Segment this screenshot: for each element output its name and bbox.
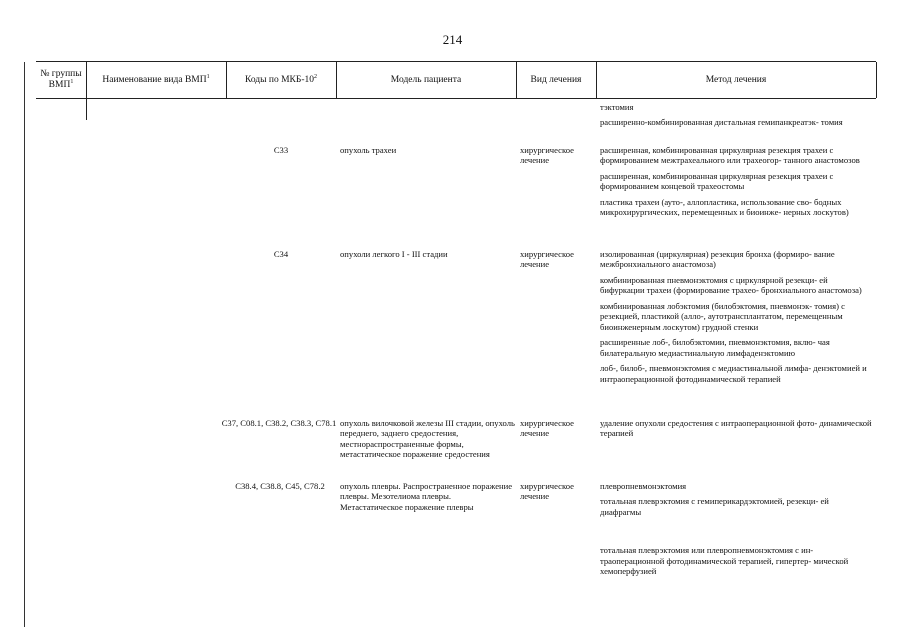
treatment-type-cell: хирургическое лечение <box>520 249 574 270</box>
method-item: комбинированная лобэктомия (билобэктомия, пневмонэк- томия) с резекцией, пластикой (алло-, аутотрансплантатом, перемещенным биоинженерным лоскутом) грудной стенки <box>600 300 845 332</box>
column-divider <box>336 62 337 98</box>
methods-cell <box>600 418 872 442</box>
methods-cell <box>600 145 872 221</box>
method-item: удаление опухоли средостения с интраоперационной фото- динамической терапией <box>600 418 872 439</box>
treatment-type-cell: хирургическое лечение <box>520 418 574 439</box>
icd-code-cell: C34 <box>273 249 289 259</box>
header-vmp-name-sup: 1 <box>206 73 210 80</box>
header-group-no <box>36 62 86 98</box>
methods-cell <box>600 481 872 580</box>
column-divider-left-body <box>86 98 87 120</box>
patient-model-cell: опухоли легкого I - III стадии <box>340 249 448 259</box>
header-icd-codes <box>226 62 336 98</box>
method-item: расширенно-комбинированная дистальная гемипанкреатэк- томия <box>600 117 843 128</box>
header-icd-codes-text: Коды по МКБ-10 <box>244 74 315 85</box>
method-item: тэктомия <box>600 102 634 112</box>
header-group-no-sup: 1 <box>70 78 74 85</box>
icd-code-cell: C38.4, C38.8, C45, C78.2 <box>235 481 325 491</box>
column-divider <box>876 62 877 98</box>
column-divider <box>516 62 517 98</box>
column-divider <box>86 62 87 98</box>
table-header <box>36 62 876 99</box>
header-group-no-text: № группы ВМП <box>40 69 82 90</box>
icd-code-cell: C37, C08.1, C38.2, C38.3, C78.1 <box>221 418 337 428</box>
header-icd-codes-sup: 2 <box>314 73 318 80</box>
treatment-type-cell: хирургическое лечение <box>520 481 574 502</box>
icd-code-cell: C33 <box>273 145 289 155</box>
method-item: тотальная плеврэктомия или плевропневмонэктомия с ин- траоперационной фотодинамической терапией, гипертер- мической хемоперфузией <box>600 545 849 577</box>
method-item: расширенная, комбинированная циркулярная резекция трахеи с формированием межтрахеального или трахеогор- танного анастомозов <box>600 145 860 166</box>
header-treatment-type: Вид лечения <box>530 74 582 85</box>
header-patient-model: Модель пациента <box>390 74 462 85</box>
column-divider <box>596 62 597 98</box>
page-number: 214 <box>442 32 463 47</box>
header-vmp-name <box>86 62 226 98</box>
header-vmp-name-text: Наименование вида ВМП <box>102 74 207 85</box>
method-item: плевропневмонэктомия <box>600 481 687 491</box>
methods-cell <box>600 249 872 387</box>
patient-model-cell: опухоль вилочковой железы III стадии, опухоль переднего, заднего средостения, местнораспространенные формы, метастатическое поражение средостения <box>340 418 515 460</box>
method-item: изолированная (циркулярная) резекция бронха (формиро- вание межбронхиального анастомоза) <box>600 249 835 270</box>
patient-model-cell: опухоль трахеи <box>340 145 397 155</box>
column-divider <box>226 62 227 98</box>
method-item: тотальная плеврэктомия с гемиперикардэктомией, резекци- ей диафрагмы <box>600 496 829 517</box>
method-item: пластика трахеи (ауто-, аллопластика, использование сво- бодных микрохирургических, перемещенных и биоинже- нерных лоскутов) <box>600 196 849 218</box>
method-item: расширенная, комбинированная циркулярная резекция трахеи с формированием концевой трахеостомы <box>600 170 834 192</box>
method-item: расширенные лоб-, билобэктомии, пневмонэктомия, вклю- чая билатеральную медиастинальную лимфаденэктомию <box>600 337 830 358</box>
left-margin-line <box>24 62 25 627</box>
method-item: лоб-, билоб-, пневмонэктомия с медиастинальной лимфа- денэктомией и интраоперационной фотодинамической терапией <box>600 363 867 384</box>
treatment-type-cell: хирургическое лечение <box>520 145 574 166</box>
methods-cell <box>600 102 872 131</box>
method-item: комбинированная пневмонэктомия с циркулярной резекци- ей бифуркации трахеи (формирование трахео- бронхиального анастомоза) <box>600 274 862 296</box>
patient-model-cell: опухоль плевры. Распространенное поражение плевры. Мезотелиома плевры. Метастатическое поражение плевры <box>340 481 513 512</box>
header-treatment-method: Метод лечения <box>705 74 767 85</box>
